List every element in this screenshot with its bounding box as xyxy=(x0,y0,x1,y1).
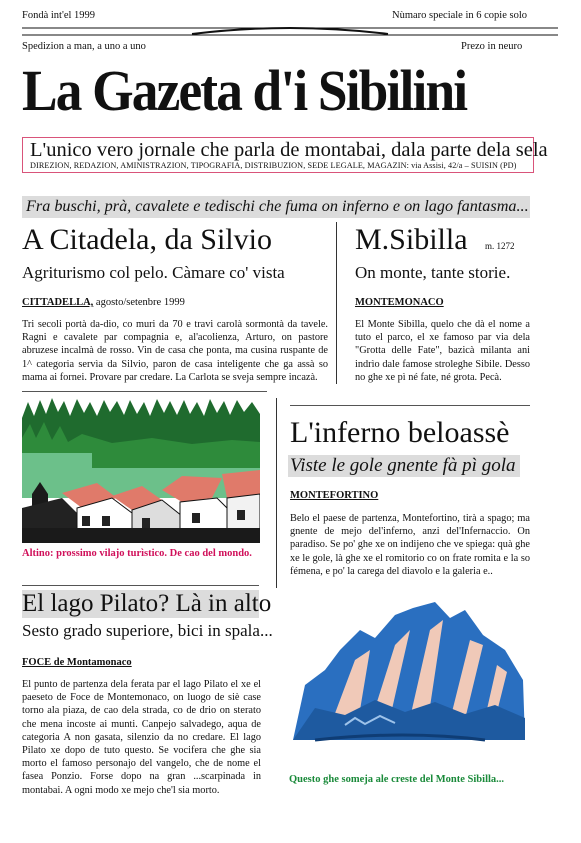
article-pilato-headline: El lago Pilato? Là in alto xyxy=(22,590,272,617)
ornamental-rule xyxy=(22,24,558,38)
column-divider xyxy=(336,222,337,384)
article-sibilla-height: m. 1272 xyxy=(485,241,515,251)
article-citadela-subhead: Agriturismo col pelo. Càmare co' vista xyxy=(22,263,285,282)
article-sibilla-subhead: On monte, tante storie. xyxy=(355,263,511,282)
mountain-illustration xyxy=(285,590,530,762)
village-illustration xyxy=(22,398,260,543)
article-inferno-headline: L'inferno beloassè xyxy=(290,416,510,449)
article-pilato-body: El punto de partenza dela ferata par el lago Pilato el xe el paeseto de Foce de Montemonaco, on luogo de siè case torno ala piaza, de cao dela strada, co de drio on sterato che mena incoste ai munti. Canpejo salvadego, aqua de categoria A non gasata, silenzio da no credare. El lago Pilato xe dopo de tuto questo. Se vocifera che ghe sia morto el famoso personajo del vangelo, che de nome el fasea Ponzio. Forse dopo na gran ...scarpinada in montabai. A ogni modo xe mejo che'l sia morto. xyxy=(22,679,261,796)
article-sibilla-body: El Monte Sibilla, quelo che dà el nome a tuto el parco, el xe famoso par via dela "Grotta delle Fate", bazicà milanta ani indrìo dale famose stroleghe Sibile. Desso no ghe xe pì né fate, né grota. Pecà. xyxy=(355,319,530,383)
shipping-note: Spedizion a man, a uno a uno xyxy=(22,41,146,52)
article-sibilla-headline: M.Sibilla xyxy=(355,223,468,256)
separator-left-2 xyxy=(22,585,259,586)
special-issue-note: Nùmaro speciale in 6 copie solo xyxy=(392,10,528,21)
separator-right xyxy=(290,405,530,406)
article-inferno-dateline: MONTEFORTINO xyxy=(290,490,379,501)
article-citadela-headline: A Citadela, da Silvio xyxy=(22,223,272,256)
article-inferno-body: Belo el paese de partenza, Montefortino, tirà a spago; ma gnente de mejo del'inferno, anzi del'Infernaccio. On paradiso. Se po' ghe xe on indijeno che ve spiega: quà ghe xe le gole, là ghe xe el romitorio co on frate romita e la so fémena, e po' la carega del diavolo e la galeria e.. xyxy=(290,513,530,577)
masthead-title: La Gazeta d'i Sibilini xyxy=(22,58,467,123)
village-caption: Altino: prossimo vilajo turìstico. De cao del mondo. xyxy=(22,548,252,559)
teaser-text: Fra buschi, prà, cavalete e tedischi che fuma on inferno e on lago fantasma... xyxy=(26,197,529,215)
mountain-caption: Questo ghe someja ale creste del Monte Sibilla... xyxy=(289,774,505,785)
article-sibilla-dateline: MONTEMONACO xyxy=(355,297,444,308)
article-inferno-subhead: Viste le gole gnente fà pì gola xyxy=(290,455,516,476)
price-note: Prezo in neuro xyxy=(461,41,523,52)
article-pilato-dateline: FOCE de Montamonaco xyxy=(22,657,132,668)
column-divider-2 xyxy=(276,398,277,588)
separator-left xyxy=(22,391,267,392)
article-citadela-dateline: CITTADELLA, agosto/setenbre 1999 xyxy=(22,297,185,308)
article-citadela-body: Tri secoli portà da-dio, co muri da 70 e travi carolà sormontà da tavele. Ragni e cavalete par compagnia e, al'acolienza, Arturo, on pastore abruzese incalmà de rosso. Vin de casa che ponta, ma cusina ruspante de 1^ categoria servìa da Silvio, paron de casa inteligente che ga assà so mama ai fornei. Provare par credare. La Carlota se sveja sempre incazà. xyxy=(22,319,328,383)
tagline-address: DIREZION, REDAZION, AMINISTRAZION, TIPOGRAFIA, DISTRIBUZION, SEDE LEGALE, MAGAZIN: via Assisi, 42/a – SUISIN (PD) xyxy=(30,161,517,170)
article-pilato-subhead: Sesto grado superiore, bici in spala... xyxy=(22,621,273,640)
founded-note: Fondà int'el 1999 xyxy=(22,10,96,21)
tagline: L'unico vero jornale che parla de montabai, dala parte dela sela xyxy=(30,139,548,161)
